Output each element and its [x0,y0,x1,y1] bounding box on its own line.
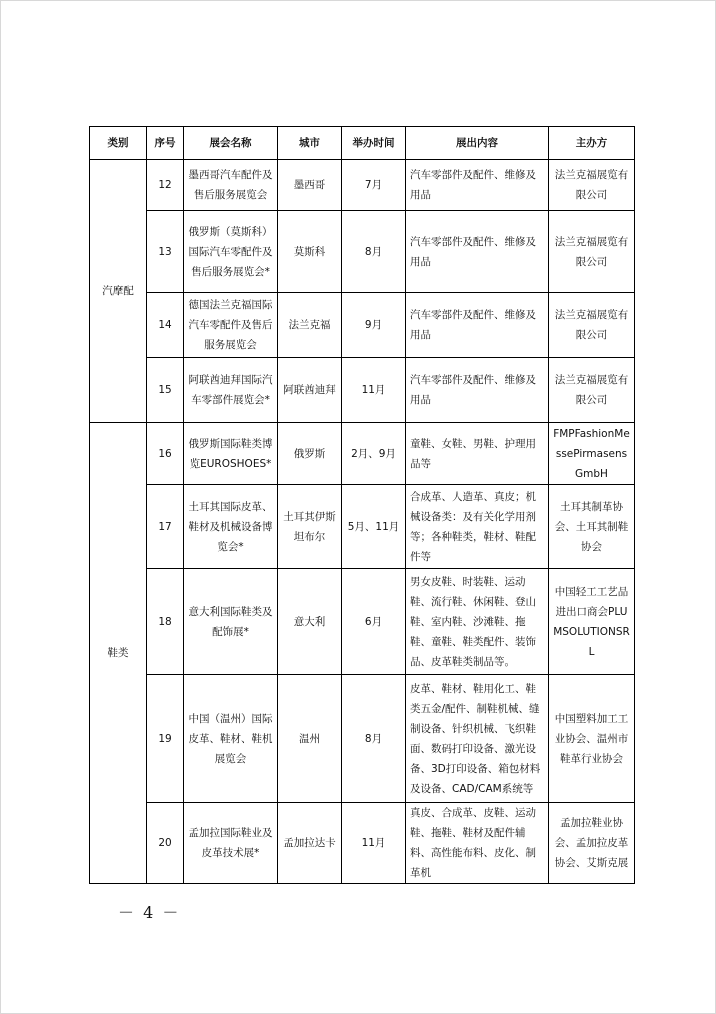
row-content: 汽车零部件及配件、维修及用品 [406,211,549,293]
row-no: 19 [147,675,184,803]
row-content: 男女皮鞋、时装鞋、运动鞋、流行鞋、休闲鞋、登山鞋、室内鞋、沙滩鞋、拖鞋、童鞋、鞋类配件、装饰品、皮革鞋类制品等。 [406,569,549,675]
row-no: 20 [147,803,184,884]
row-no: 17 [147,485,184,569]
page-number: － 4 － [118,903,181,922]
table-row [90,569,635,675]
header-name: 展会名称 [184,127,278,160]
row-city: 俄罗斯 [278,423,342,485]
row-name: 土耳其国际皮革、鞋材及机械设备博览会* [184,485,278,569]
row-city: 土耳其伊斯坦布尔 [278,485,342,569]
table-row [90,485,635,569]
row-organizer: 法兰克福展览有限公司 [549,358,635,423]
row-time: 2月、9月 [342,423,406,485]
header-content: 展出内容 [406,127,549,160]
table-row [90,211,635,293]
row-no: 15 [147,358,184,423]
row-no: 13 [147,211,184,293]
row-no: 18 [147,569,184,675]
row-name: 墨西哥汽车配件及售后服务展览会 [184,160,278,211]
row-no: 16 [147,423,184,485]
table-row [90,358,635,423]
row-name: 孟加拉国际鞋业及皮革技术展* [184,803,278,884]
header-organizer: 主办方 [549,127,635,160]
row-time: 8月 [342,675,406,803]
row-content: 汽车零部件及配件、维修及用品 [406,358,549,423]
table-row [90,293,635,358]
row-organizer: 法兰克福展览有限公司 [549,211,635,293]
row-content: 汽车零部件及配件、维修及用品 [406,160,549,211]
row-name: 德国法兰克福国际汽车零配件及售后服务展览会 [184,293,278,358]
header-category: 类别 [90,127,147,160]
row-content: 童鞋、女鞋、男鞋、护理用品等 [406,423,549,485]
row-time: 11月 [342,358,406,423]
row-city: 意大利 [278,569,342,675]
header-no: 序号 [147,127,184,160]
row-organizer: 法兰克福展览有限公司 [549,160,635,211]
row-content: 真皮、合成革、皮鞋、运动鞋、拖鞋、鞋材及配件辅料、高性能布料、皮化、制革机 [406,803,549,884]
header-time: 举办时间 [342,127,406,160]
row-name: 中国（温州）国际皮革、鞋材、鞋机展览会 [184,675,278,803]
row-content: 汽车零部件及配件、维修及用品 [406,293,549,358]
row-name: 意大利国际鞋类及配饰展* [184,569,278,675]
row-name: 阿联酋迪拜国际汽车零部件展览会* [184,358,278,423]
row-time: 6月 [342,569,406,675]
table-row [90,675,635,803]
row-time: 8月 [342,211,406,293]
row-no: 12 [147,160,184,211]
row-no: 14 [147,293,184,358]
row-city: 孟加拉达卡 [278,803,342,884]
row-organizer: FMPFashionMessePirmasensGmbH [549,423,635,485]
row-content: 合成革、人造革、真皮；机械设备类：及有关化学用剂等；各种鞋类，鞋材、鞋配件等 [406,485,549,569]
row-organizer: 孟加拉鞋业协会、孟加拉皮革协会、艾斯克展 [549,803,635,884]
row-time: 5月、11月 [342,485,406,569]
row-organizer: 法兰克福展览有限公司 [549,293,635,358]
header-city: 城市 [278,127,342,160]
category-cell: 汽摩配 [90,160,147,423]
row-organizer: 土耳其制革协会、土耳其制鞋协会 [549,485,635,569]
row-time: 9月 [342,293,406,358]
row-time: 11月 [342,803,406,884]
row-city: 莫斯科 [278,211,342,293]
exhibition-table [89,126,635,884]
row-city: 法兰克福 [278,293,342,358]
row-content: 皮革、鞋材、鞋用化工、鞋类五金/配件、制鞋机械、缝制设备、针织机械、飞织鞋面、数码打印设备、激光设备、3D打印设备、箱包材料及设备、CAD/CAM系统等 [406,675,549,803]
table-row [90,160,635,211]
row-time: 7月 [342,160,406,211]
row-city: 阿联酋迪拜 [278,358,342,423]
table-header-row [90,127,635,160]
row-name: 俄罗斯（莫斯科）国际汽车零配件及售后服务展览会* [184,211,278,293]
row-name: 俄罗斯国际鞋类博览EUROSHOES* [184,423,278,485]
table-row [90,423,635,485]
table-row [90,803,635,884]
row-organizer: 中国轻工工艺品进出口商会PLUMSOLUTIONSRL [549,569,635,675]
row-city: 墨西哥 [278,160,342,211]
row-organizer: 中国塑料加工工业协会、温州市鞋革行业协会 [549,675,635,803]
category-cell: 鞋类 [90,423,147,884]
row-city: 温州 [278,675,342,803]
